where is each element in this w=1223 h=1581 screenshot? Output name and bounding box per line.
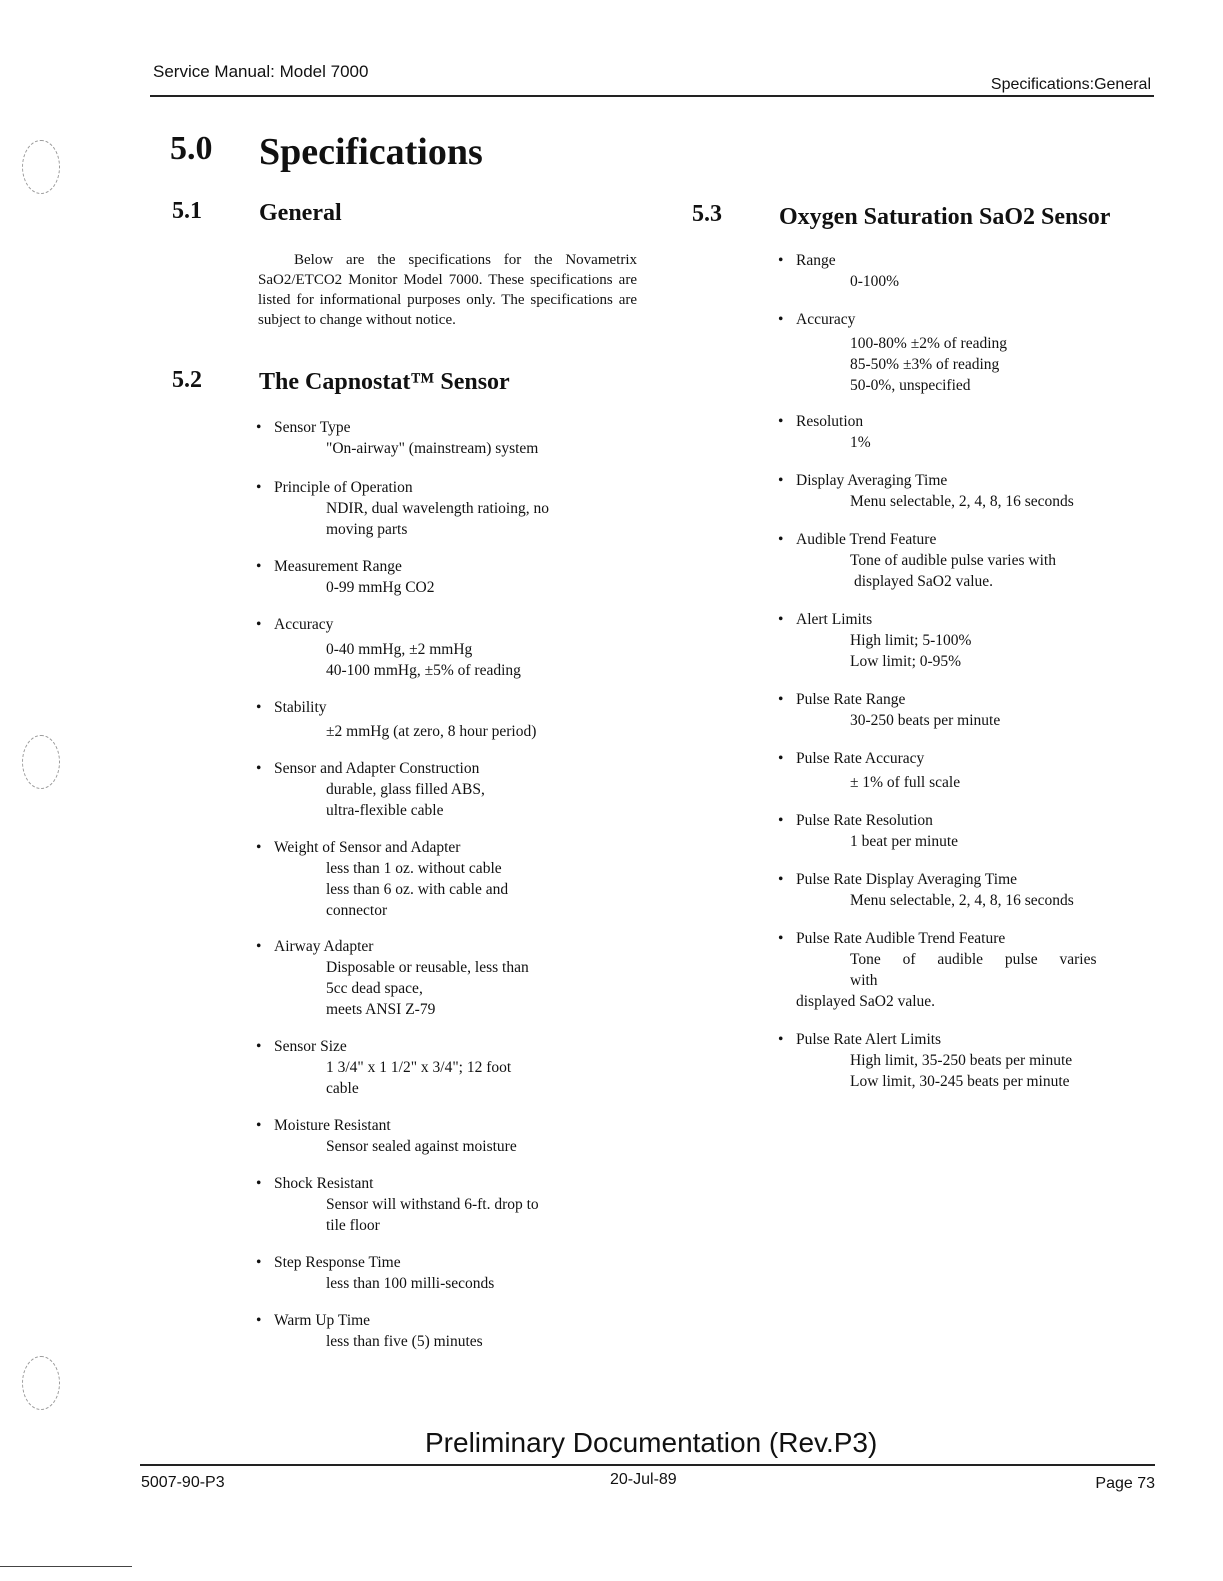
bullet-icon: • xyxy=(256,1117,262,1134)
section-5-2-title: The Capnostat™ Sensor xyxy=(259,369,510,395)
spec-item-audible-trend xyxy=(778,529,1123,592)
spec-label: Stability xyxy=(274,699,327,716)
spec-item-accuracy xyxy=(256,614,656,681)
spec-value: High limit, 35-250 beats per minute xyxy=(850,1052,1073,1069)
spec-value: Menu selectable, 2, 4, 8, 16 seconds xyxy=(850,493,1074,510)
spec-value: "On-airway" (mainstream) system xyxy=(326,440,539,457)
spec-item-range xyxy=(778,250,1123,292)
spec-value: 40-100 mmHg, ±5% of reading xyxy=(326,662,521,679)
bullet-icon: • xyxy=(256,1312,262,1329)
bullet-icon: • xyxy=(256,616,262,633)
section-5-3-number: 5.3 xyxy=(692,201,722,227)
spec-value: displayed SaO2 value. xyxy=(854,573,994,590)
spec-value: 50-0%, unspecified xyxy=(850,377,971,394)
spec-value: Low limit; 0-95% xyxy=(850,653,962,670)
spec-value: 30-250 beats per minute xyxy=(850,712,1001,729)
spec-value: 85-50% ±3% of reading xyxy=(850,356,1000,373)
bullet-icon: • xyxy=(256,558,262,575)
section-5-1-number: 5.1 xyxy=(172,198,202,224)
bullet-icon: • xyxy=(778,750,784,767)
section-5-1-title: General xyxy=(259,200,342,226)
section-5-2-number: 5.2 xyxy=(172,367,202,393)
spec-value: less than 1 oz. without cable xyxy=(326,860,502,877)
bullet-icon: • xyxy=(256,479,262,496)
spec-item-moisture xyxy=(256,1115,656,1157)
bullet-icon: • xyxy=(256,699,262,716)
spec-value: Sensor will withstand 6-ft. drop to xyxy=(326,1196,539,1213)
bullet-icon: • xyxy=(256,1254,262,1271)
spec-label: Alert Limits xyxy=(796,611,873,628)
spec-value: less than 6 oz. with cable and xyxy=(326,881,509,898)
spec-label: Pulse Rate Display Averaging Time xyxy=(796,871,1018,888)
spec-label: Accuracy xyxy=(796,311,856,328)
spec-value: durable, glass filled ABS, xyxy=(326,781,485,798)
spec-item-pulse-rate-accuracy xyxy=(778,748,1123,793)
spec-value: less than 100 milli-seconds xyxy=(326,1275,495,1292)
sao2-spec-list xyxy=(778,250,1123,1092)
spec-value: moving parts xyxy=(326,521,408,538)
spec-item-pulse-rate-alert-limits xyxy=(778,1029,1123,1092)
spec-value: Low limit, 30-245 beats per minute xyxy=(850,1073,1070,1090)
spec-value: 1 3/4" x 1 1/2" x 3/4"; 12 foot xyxy=(326,1059,512,1076)
bullet-icon: • xyxy=(778,531,784,548)
footer-doc-number: 5007-90-P3 xyxy=(141,1474,225,1491)
spec-item-principle xyxy=(256,477,656,540)
spec-value: 100-80% ±2% of reading xyxy=(850,335,1008,352)
spec-item-sensor-type xyxy=(256,417,656,459)
spec-value: Tone of audible pulse varies with xyxy=(850,951,1097,989)
spec-value: High limit; 5-100% xyxy=(850,632,972,649)
capnostat-spec-list xyxy=(256,417,656,1352)
spec-label: Accuracy xyxy=(274,616,334,633)
punch-hole-middle xyxy=(22,735,60,789)
spec-label: Shock Resistant xyxy=(274,1175,374,1192)
spec-item-sensor-size xyxy=(256,1036,656,1099)
spec-value: 0-40 mmHg, ±2 mmHg xyxy=(326,641,473,658)
spec-value: less than five (5) minutes xyxy=(326,1333,483,1350)
bullet-icon: • xyxy=(778,252,784,269)
spec-label: Resolution xyxy=(796,413,864,430)
bullet-icon: • xyxy=(256,938,262,955)
spec-value: ±2 mmHg (at zero, 8 hour period) xyxy=(326,723,537,740)
spec-item-weight xyxy=(256,837,656,921)
spec-label: Pulse Rate Resolution xyxy=(796,812,933,829)
bullet-icon: • xyxy=(256,419,262,436)
spec-label: Warm Up Time xyxy=(274,1312,371,1329)
spec-value: NDIR, dual wavelength ratioing, no xyxy=(326,500,549,517)
header-manual-title: Service Manual: Model 7000 xyxy=(153,62,369,81)
spec-value: 1% xyxy=(850,434,871,451)
spec-value: meets ANSI Z-79 xyxy=(326,1001,436,1018)
bullet-icon: • xyxy=(778,930,784,947)
spec-item-measurement-range xyxy=(256,556,656,598)
spec-value: Disposable or reusable, less than xyxy=(326,959,529,976)
spec-item-shock xyxy=(256,1173,656,1236)
spec-item-resolution xyxy=(778,411,1123,453)
bullet-icon: • xyxy=(778,871,784,888)
spec-item-alert-limits xyxy=(778,609,1123,672)
spec-value: cable xyxy=(326,1080,359,1097)
spec-label: Principle of Operation xyxy=(274,479,413,496)
section-5-3-title: Oxygen Saturation SaO2 Sensor xyxy=(779,204,1111,230)
header-section-label: Specifications:General xyxy=(990,76,1151,93)
spec-label: Step Response Time xyxy=(274,1254,401,1271)
spec-value: 5cc dead space, xyxy=(326,980,423,997)
spec-label: Range xyxy=(796,252,836,269)
spec-label: Pulse Rate Range xyxy=(796,691,906,708)
spec-item-pulse-rate-display-averaging xyxy=(778,869,1123,911)
section-5-0-title: Specifications xyxy=(259,131,483,173)
spec-label: Measurement Range xyxy=(274,558,402,575)
spec-value: Tone of audible pulse varies with xyxy=(850,552,1056,569)
spec-value: 1 beat per minute xyxy=(850,833,959,850)
preliminary-documentation-banner: Preliminary Documentation (Rev.P3) xyxy=(425,1427,878,1458)
spec-label: Sensor Type xyxy=(274,419,351,436)
bullet-icon: • xyxy=(778,311,784,328)
footer-rule xyxy=(140,1464,1155,1466)
section-5-0-number: 5.0 xyxy=(170,130,213,167)
bullet-icon: • xyxy=(778,413,784,430)
spec-value: ± 1% of full scale xyxy=(850,774,961,791)
footer-page-number: Page 73 xyxy=(1095,1475,1155,1492)
spec-item-stability xyxy=(256,697,656,742)
spec-item-airway-adapter xyxy=(256,936,656,1020)
spec-value: 0-99 mmHg CO2 xyxy=(326,579,435,596)
spec-item-display-averaging xyxy=(778,470,1123,512)
spec-value: Menu selectable, 2, 4, 8, 16 seconds xyxy=(850,892,1074,909)
bullet-icon: • xyxy=(778,1031,784,1048)
bullet-icon: • xyxy=(778,472,784,489)
spec-item-pulse-rate-range xyxy=(778,689,1123,731)
bullet-icon: • xyxy=(256,1038,262,1055)
spec-label: Moisture Resistant xyxy=(274,1117,391,1134)
bullet-icon: • xyxy=(778,691,784,708)
spec-value-continuation: displayed SaO2 value. xyxy=(796,993,936,1010)
spec-label: Pulse Rate Alert Limits xyxy=(796,1031,942,1048)
footer-date: 20-Jul-89 xyxy=(610,1471,677,1488)
spec-label: Sensor Size xyxy=(274,1038,347,1055)
spec-value: tile floor xyxy=(326,1217,380,1234)
section-5-1-body: Below are the specifications for the Novametrix SaO2/ETCO2 Monitor Model 7000. These specifications are listed for informational purposes only. The specifications are subject to change without notice. xyxy=(258,252,637,328)
spec-label: Airway Adapter xyxy=(274,938,374,955)
spec-value: connector xyxy=(326,902,388,919)
spec-label: Weight of Sensor and Adapter xyxy=(274,839,461,856)
header-rule xyxy=(150,95,1154,97)
spec-label: Display Averaging Time xyxy=(796,472,948,489)
spec-item-warm-up xyxy=(256,1310,656,1352)
spec-value: Sensor sealed against moisture xyxy=(326,1138,517,1155)
spec-item-pulse-rate-resolution xyxy=(778,810,1123,852)
bullet-icon: • xyxy=(256,1175,262,1192)
spec-value: ultra-flexible cable xyxy=(326,802,444,819)
punch-hole-bottom xyxy=(22,1356,60,1410)
scan-edge-line xyxy=(0,1566,132,1567)
bullet-icon: • xyxy=(778,611,784,628)
bullet-icon: • xyxy=(778,812,784,829)
punch-hole-top xyxy=(22,140,60,194)
spec-label: Pulse Rate Audible Trend Feature xyxy=(796,930,1006,947)
spec-value: 0-100% xyxy=(850,273,900,290)
spec-label: Pulse Rate Accuracy xyxy=(796,750,925,767)
spec-label: Audible Trend Feature xyxy=(796,531,937,548)
bullet-icon: • xyxy=(256,760,262,777)
bullet-icon: • xyxy=(256,839,262,856)
spec-item-accuracy xyxy=(778,309,1123,396)
spec-label: Sensor and Adapter Construction xyxy=(274,760,480,777)
spec-item-construction xyxy=(256,758,656,821)
spec-item-pulse-rate-audible-trend xyxy=(778,928,1123,1012)
spec-item-step-response xyxy=(256,1252,656,1294)
